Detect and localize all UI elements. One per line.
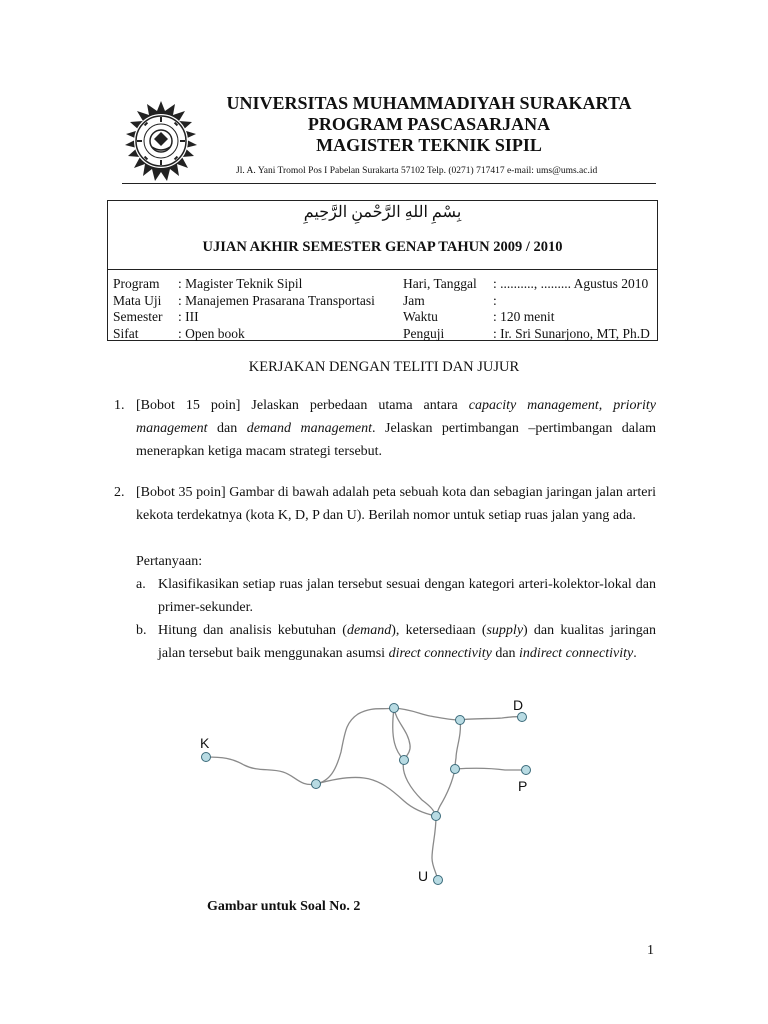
junction-node	[312, 780, 321, 789]
city-node-p	[522, 766, 531, 775]
instruction-text: KERJAKAN DENGAN TELITI DAN JUJUR	[248, 359, 520, 375]
header-divider	[122, 183, 656, 184]
page-number: 1	[647, 943, 654, 958]
program-name: PROGRAM PASCASARJANA	[307, 114, 551, 134]
department-name: MAGISTER TEKNIK SIPIL	[316, 135, 542, 155]
junction-node	[451, 765, 460, 774]
university-seal-icon	[120, 100, 202, 182]
question-2a-text: Klasifikasikan setiap ruas jalan tersebut sesuai dengan kategori arteri-kolektor-lokal dan primer-sekunder.	[158, 577, 656, 615]
info-label: Mata Uji	[113, 292, 162, 308]
instruction-heading	[0, 359, 768, 376]
q1-part: [Bobot 15 poin] Jelaskan perbedaan utama antara	[136, 398, 469, 413]
q1-part: . Jelaskan pertimbangan –pertimbangan dalam menerapkan ketiga macam strategi tersebut.	[136, 421, 656, 459]
question-2-text: [Bobot 35 poin] Gambar di bawah adalah peta sebuah kota dan sebagian jaringan jalan arteri kekota terdekatnya (kota K, D, P dan U). Berilah nomor untuk setiap ruas jalan yang ada.	[136, 485, 656, 523]
question-2b-letter: b.	[136, 623, 147, 638]
road-nodes	[202, 704, 531, 885]
road-segment	[432, 816, 438, 880]
city-label-k: K	[200, 735, 210, 751]
exam-title: UJIAN AKHIR SEMESTER GENAP TAHUN 2009 / 2010	[202, 239, 563, 255]
q1-part: dan	[207, 421, 247, 436]
city-node-k	[202, 753, 211, 762]
junction-node	[432, 812, 441, 821]
info-value: : Manajemen Prasarana Transportasi	[178, 292, 375, 308]
info-value: : .........., ......... Agustus 2010	[493, 276, 649, 291]
info-value: : Open book	[178, 325, 245, 341]
road-segment	[455, 720, 460, 769]
question-2-subheading: Pertanyaan:	[136, 554, 203, 569]
road-segment	[436, 769, 455, 816]
city-label-d: D	[513, 697, 524, 713]
q1-term: capacity management, priority management	[136, 398, 656, 436]
info-value: :	[493, 292, 497, 308]
road-segment	[403, 760, 436, 816]
address-line: Jl. A. Yani Tromol Pos I Pabelan Surakarta 57102 Telp. (0271) 717417 e-mail: ums@ums.ac.id	[236, 166, 598, 176]
q2b-part: ), ketersediaan (	[391, 623, 487, 638]
figure-caption: Gambar untuk Soal No. 2	[207, 899, 361, 914]
info-divider	[108, 269, 657, 270]
question-1-text	[136, 394, 656, 463]
q2b-term: supply	[486, 623, 524, 638]
road-segment	[206, 708, 394, 785]
question-1-number: 1.	[114, 398, 125, 413]
city-node-d	[518, 713, 527, 722]
university-name: UNIVERSITAS MUHAMMADIYAH SURAKARTA	[226, 93, 632, 113]
question-2a-letter: a.	[136, 577, 146, 592]
info-value: : Ir. Sri Sunarjono, MT, Ph.D	[493, 325, 650, 341]
q1-term: demand management	[246, 421, 373, 436]
city-node-u	[434, 876, 443, 885]
junction-node	[400, 756, 409, 765]
q2b-part: .	[633, 646, 637, 661]
road-network-diagram	[190, 690, 540, 895]
info-label: Jam	[403, 292, 425, 308]
road-segment	[394, 708, 460, 720]
info-value: : Magister Teknik Sipil	[178, 276, 303, 291]
info-label: Hari, Tanggal	[403, 276, 477, 291]
junction-node	[390, 704, 399, 713]
info-label: Semester	[113, 309, 163, 324]
q2b-term: direct connectivity	[388, 646, 492, 661]
junction-node	[456, 716, 465, 725]
question-2b-text	[158, 619, 656, 665]
city-label-u: U	[418, 868, 429, 884]
exam-info-box	[107, 200, 658, 341]
q2b-part: ) dan kualitas jaringan jalan tersebut baik menggunakan asumsi	[158, 623, 656, 661]
q2b-part: dan	[491, 646, 520, 661]
city-label-p: P	[518, 778, 528, 794]
info-label: Waktu	[403, 309, 438, 324]
q2b-term: demand	[346, 623, 392, 638]
road-segment	[393, 708, 404, 760]
road-segment	[460, 717, 522, 720]
question-2-number: 2.	[114, 485, 125, 500]
q2b-part: Hitung dan analisis kebutuhan (	[158, 623, 347, 638]
info-value: : III	[178, 309, 199, 324]
road-segment	[455, 768, 526, 770]
info-label: Sifat	[113, 325, 139, 341]
road-segment	[394, 708, 410, 760]
info-label: Program	[113, 276, 160, 291]
basmala-text: بِسْمِ اللهِ الرَّحْمنِ الرَّحِيمِ	[303, 204, 462, 221]
info-label: Penguji	[403, 325, 445, 341]
q2b-term: indirect connectivity	[519, 646, 634, 661]
info-value: : 120 menit	[493, 309, 555, 324]
road-segments	[206, 708, 526, 880]
